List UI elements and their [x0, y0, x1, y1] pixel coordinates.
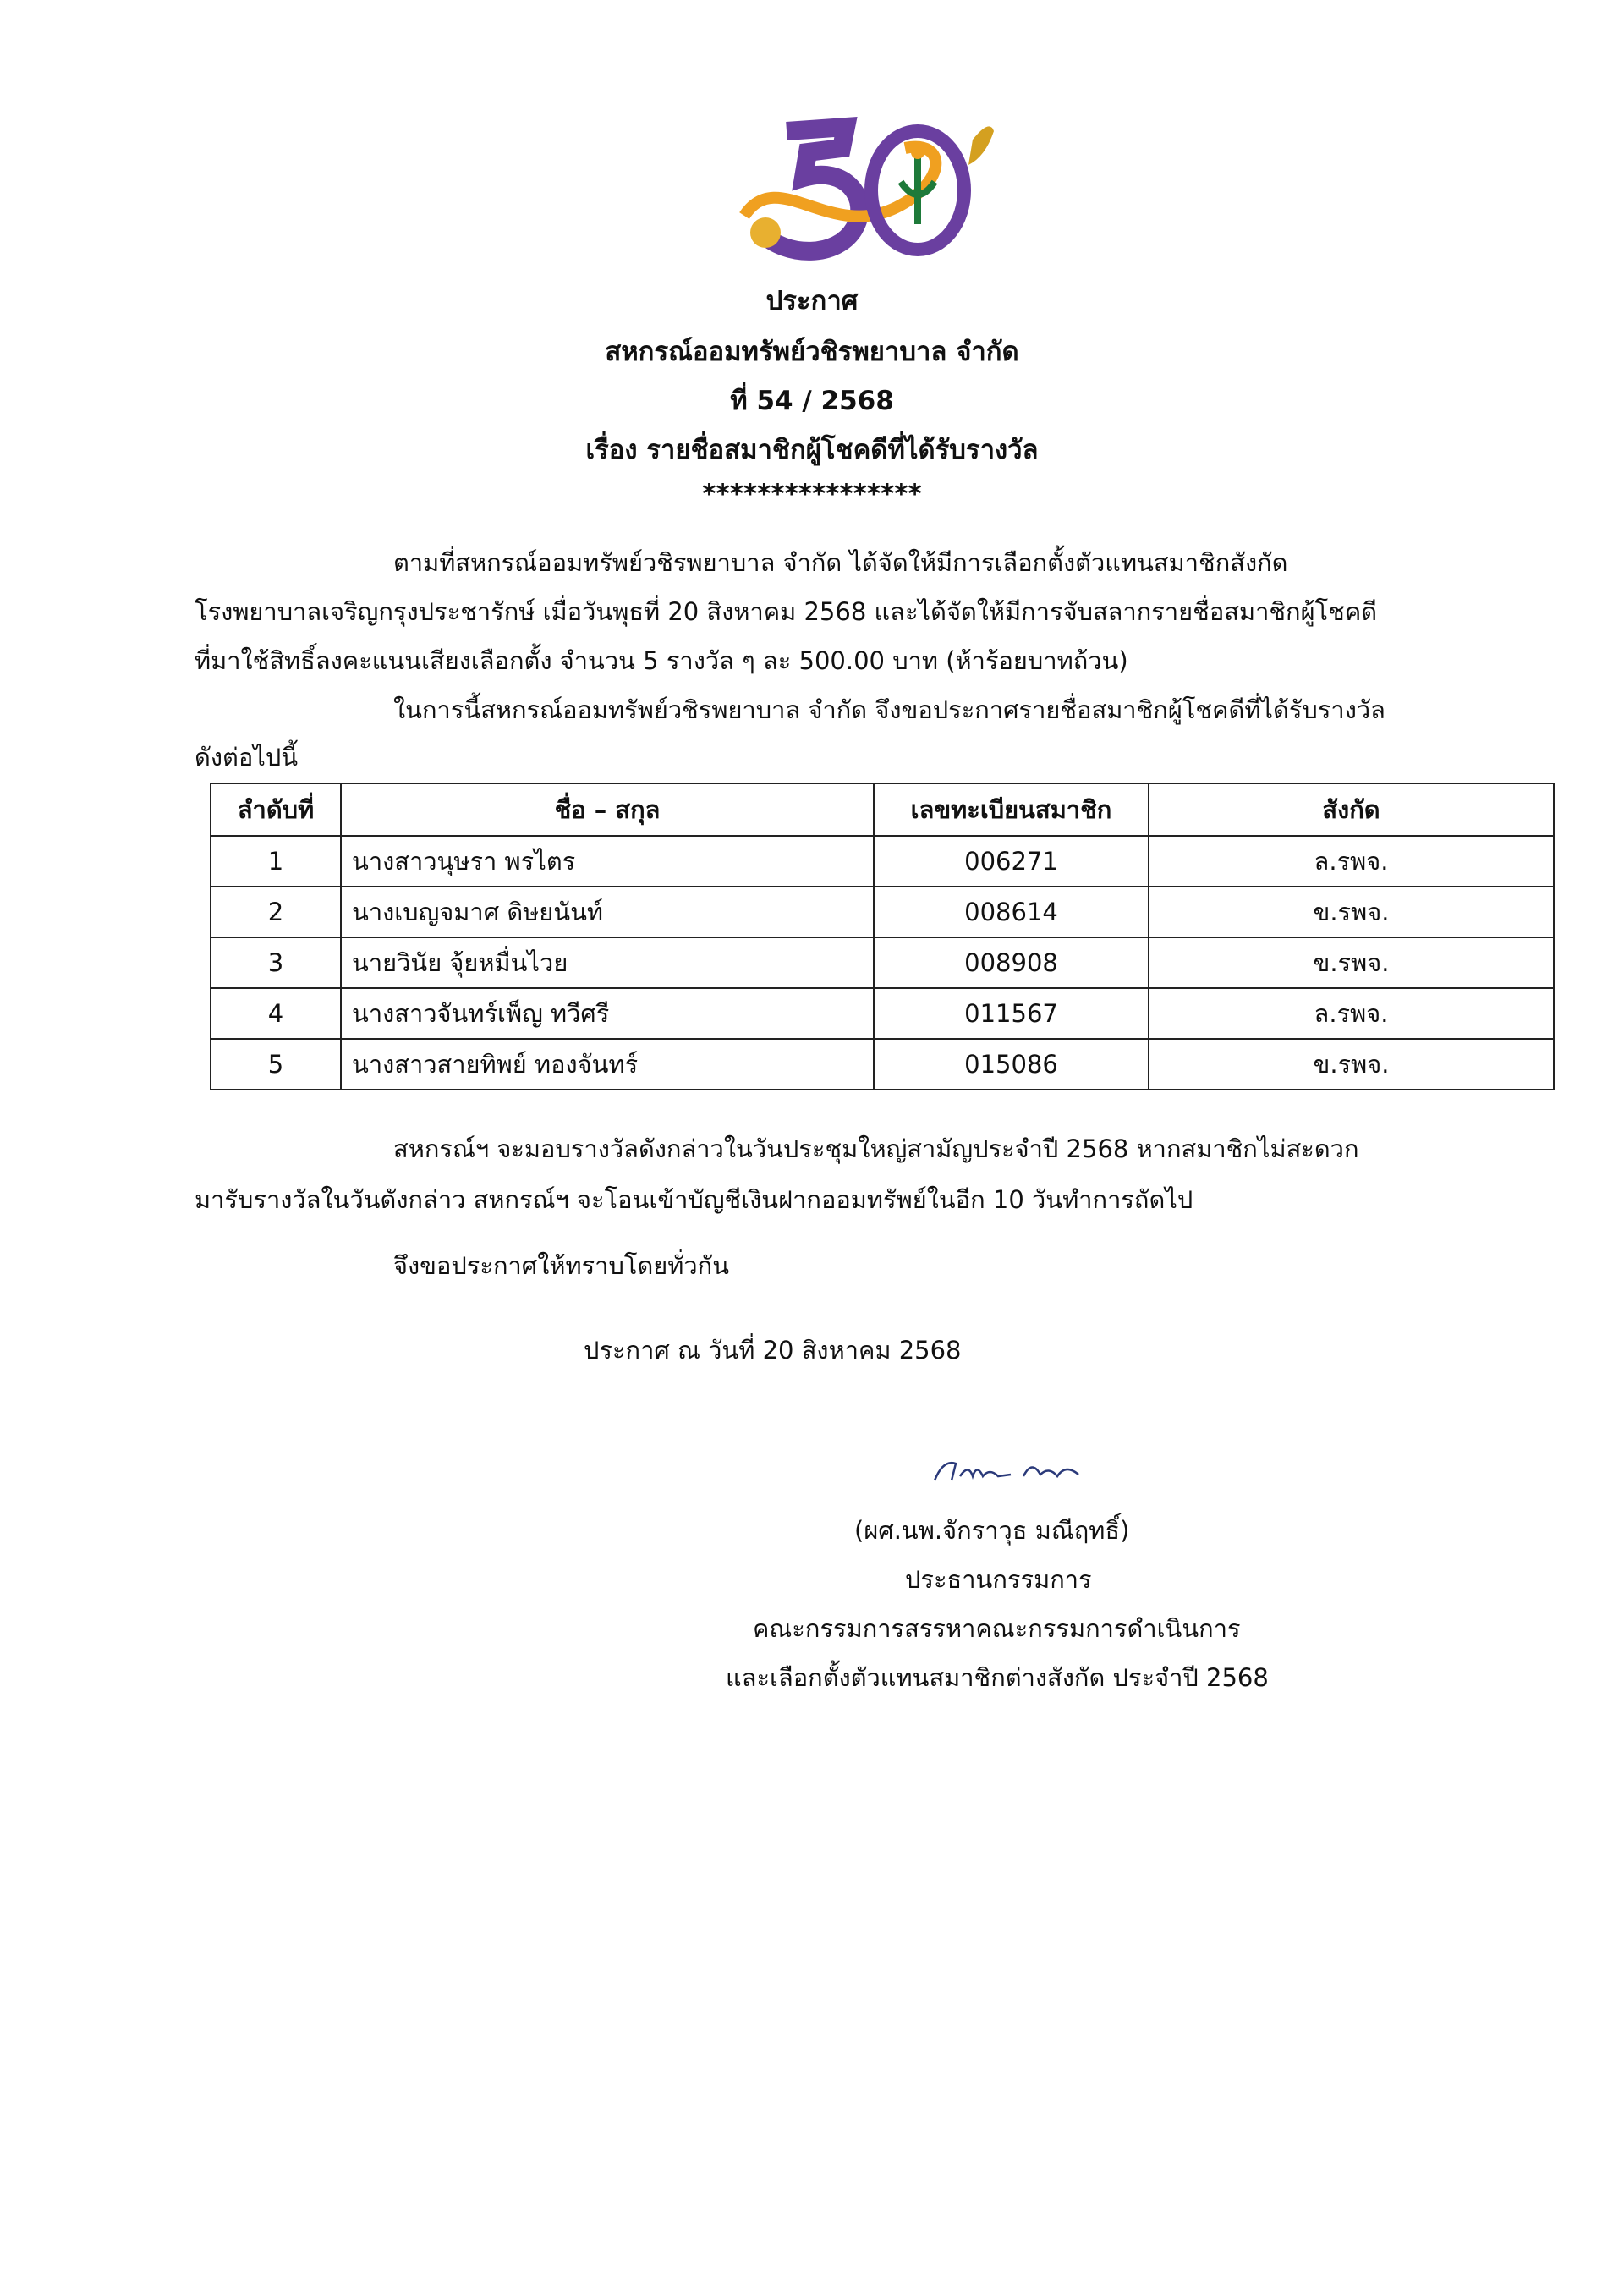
committee-line-1: คณะกรรมการสรรหาคณะกรรมการดำเนินการ	[753, 1614, 1241, 1643]
winners-table	[210, 783, 1555, 1090]
signatory-position: ประธานกรรมการ	[905, 1565, 1092, 1594]
header-member-id: เลขทะเบียนสมาชิก	[874, 783, 1149, 836]
organization-name: สหกรณ์ออมทรัพย์วชิรพยาบาล จำกัด	[605, 337, 1019, 367]
full-name: นางสาวนุษรา พรไตร	[341, 836, 874, 887]
announcement-number: ที่ 54 / 2568	[730, 386, 894, 416]
member-id: 008908	[874, 937, 1149, 988]
order: 4	[211, 988, 341, 1039]
full-name: นางสาวจันทร์เพ็ญ ทวีศรี	[341, 988, 874, 1039]
header-name: ชื่อ – สกุล	[341, 783, 874, 836]
signatory-name: (ผศ.นพ.จักราวุธ มณีฤทธิ์)	[854, 1516, 1130, 1545]
full-name: นางเบญจมาศ ดิษยนันท์	[341, 887, 874, 937]
paragraph-1-line-2: โรงพยาบาลเจริญกรุงประชารักษ์ เมื่อวันพุธที่ 20 สิงหาคม 2568 และได้จัดให้มีการจับสลากรายชื่อสมาชิกผู้โชคดี	[195, 597, 1378, 626]
affiliation: ล.รพจ.	[1149, 988, 1554, 1039]
order: 5	[211, 1039, 341, 1090]
header-affiliation: สังกัด	[1149, 783, 1554, 836]
affiliation: ล.รพจ.	[1149, 836, 1554, 887]
paragraph-1-line-3: ที่มาใช้สิทธิ์ลงคะแนนเสียงเลือกตั้ง จำนวน 5 รางวัล ๆ ละ 500.00 บาท (ห้าร้อยบาทถ้วน)	[195, 646, 1128, 675]
full-name: นายวินัย จุ้ยหมื่นไวย	[341, 937, 874, 988]
paragraph-2-line-2: ดังต่อไปนี้	[195, 743, 299, 772]
table-row	[211, 1039, 1554, 1090]
closing-line: จึงขอประกาศให้ทราบโดยทั่วกัน	[393, 1251, 730, 1280]
member-id: 015086	[874, 1039, 1149, 1090]
full-name: นางสาวสายทิพย์ ทองจันทร์	[341, 1039, 874, 1090]
paragraph-3-line-1: สหกรณ์ฯ จะมอบรางวัลดังกล่าวในวันประชุมใหญ่สามัญประจำปี 2568 หากสมาชิกไม่สะดวก	[393, 1134, 1359, 1163]
announcement-date: ประกาศ ณ วันที่ 20 สิงหาคม 2568	[584, 1336, 962, 1365]
divider-stars: ****************	[702, 479, 922, 509]
affiliation: ข.รพจ.	[1149, 937, 1554, 988]
member-id: 008614	[874, 887, 1149, 937]
paragraph-3-line-2: มารับรางวัลในวันดังกล่าว สหกรณ์ฯ จะโอนเข้าบัญชีเงินฝากออมทรัพย์ในอีก 10 วันทำการถัดไป	[195, 1185, 1193, 1214]
announcement-subject: เรื่อง รายชื่อสมาชิกผู้โชคดีที่ได้รับรางวัล	[585, 435, 1039, 465]
order: 1	[211, 836, 341, 887]
handwritten-signature	[930, 1451, 1100, 1492]
paragraph-2-line-1: ในการนี้สหกรณ์ออมทรัพย์วชิรพยาบาล จำกัด จึงขอประกาศรายชื่อสมาชิกผู้โชคดีที่ได้รับรางวัล	[393, 695, 1385, 724]
header-order: ลำดับที่	[211, 783, 341, 836]
affiliation: ข.รพจ.	[1149, 1039, 1554, 1090]
affiliation: ข.รพจ.	[1149, 887, 1554, 937]
table-row	[211, 937, 1554, 988]
table-header-row	[211, 783, 1554, 836]
cooperative-50th-logo	[727, 114, 1007, 266]
announcement-title: ประกาศ	[765, 286, 859, 316]
paragraph-1-line-1: ตามที่สหกรณ์ออมทรัพย์วชิรพยาบาล จำกัด ได้จัดให้มีการเลือกตั้งตัวแทนสมาชิกสังกัด	[393, 548, 1288, 577]
order: 2	[211, 887, 341, 937]
table-row	[211, 836, 1554, 887]
order: 3	[211, 937, 341, 988]
table-row	[211, 887, 1554, 937]
member-id: 011567	[874, 988, 1149, 1039]
committee-line-2: และเลือกตั้งตัวแทนสมาชิกต่างสังกัด ประจำปี 2568	[726, 1663, 1269, 1692]
member-id: 006271	[874, 836, 1149, 887]
table-row	[211, 988, 1554, 1039]
